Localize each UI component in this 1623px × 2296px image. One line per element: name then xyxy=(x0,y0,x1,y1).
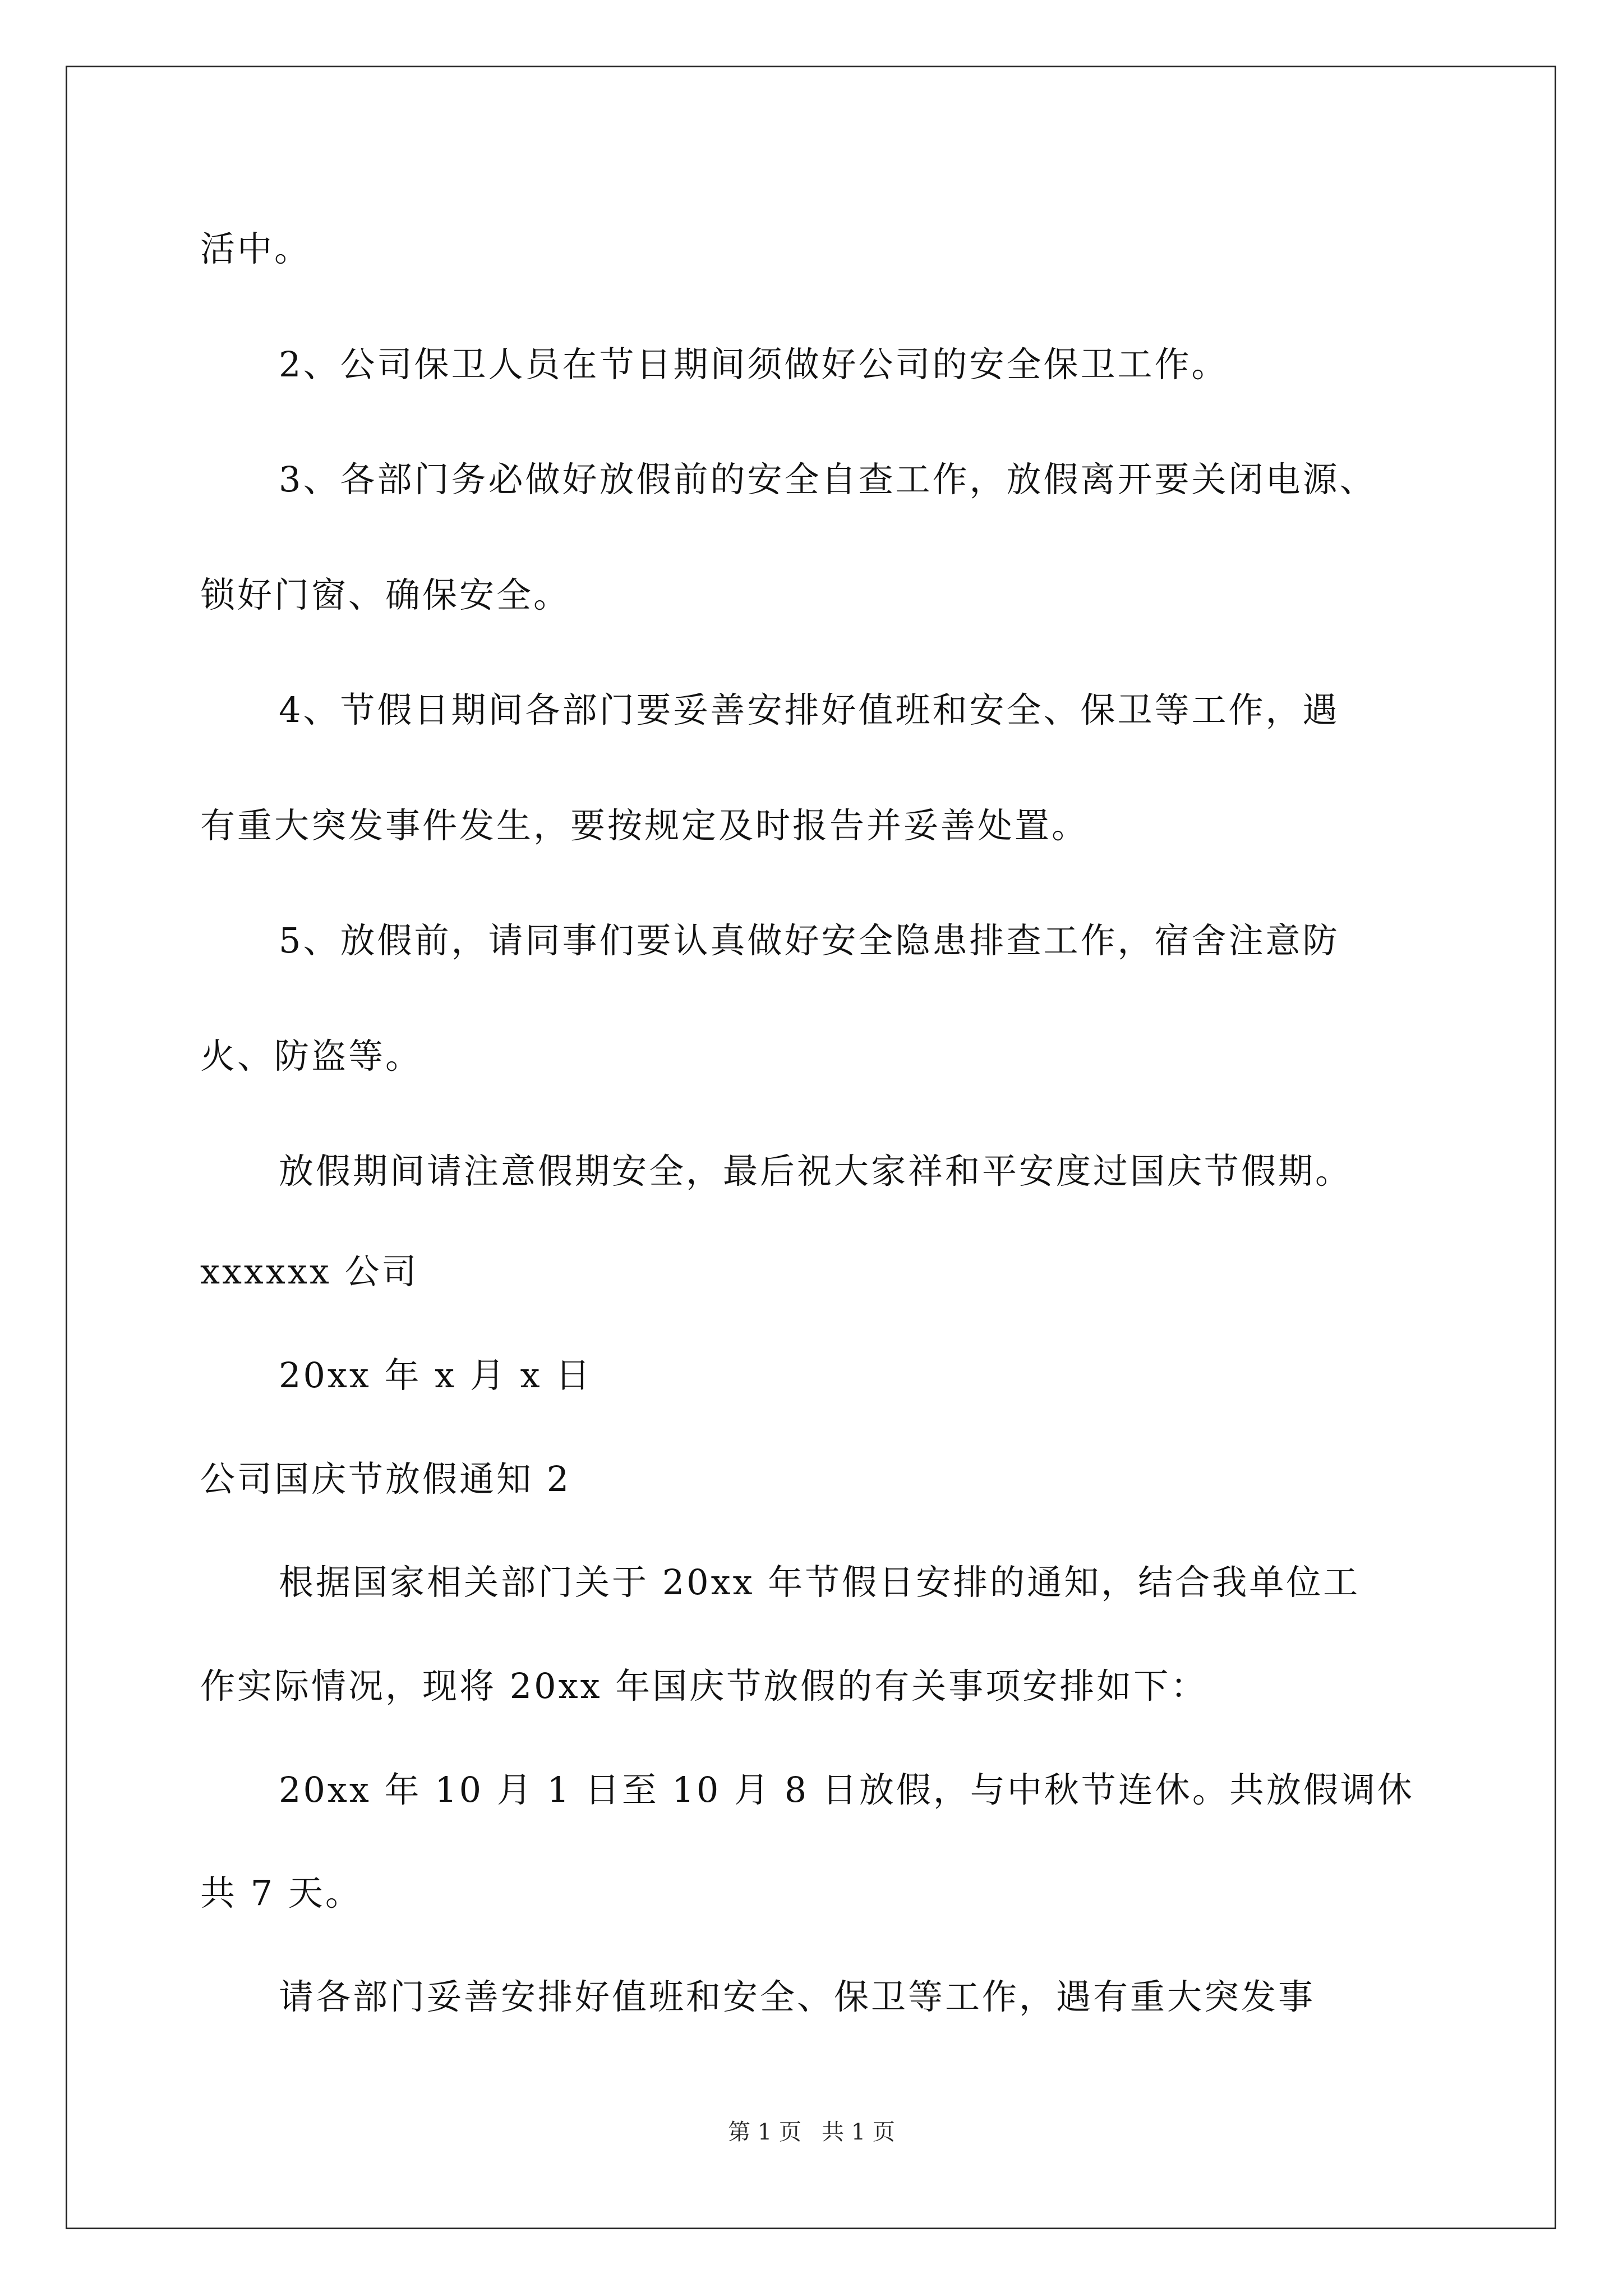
body-line: 20xx 年 10 月 1 日至 10 月 8 日放假，与中秋节连休。共放假调休 xyxy=(279,1769,1414,1810)
body-line: 活中。 xyxy=(200,228,312,269)
body-line: 共 7 天。 xyxy=(200,1872,362,1913)
body-line: 根据国家相关部门关于 20xx 年节假日安排的通知，结合我单位工 xyxy=(279,1562,1361,1603)
body-line: 火、防盗等。 xyxy=(200,1036,423,1076)
body-line: 5、放假前，请同事们要认真做好安全隐患排查工作，宿舍注意防 xyxy=(279,920,1340,961)
page-footer xyxy=(0,2118,1623,2146)
body-line: 作实际情况，现将 20xx 年国庆节放假的有关事项安排如下： xyxy=(200,1665,1208,1706)
body-line: 3、各部门务必做好放假前的安全自查工作，放假离开要关闭电源、 xyxy=(279,459,1377,500)
section-title: 公司国庆节放假通知 2 xyxy=(200,1458,571,1499)
body-line: 放假期间请注意假期安全，最后祝大家祥和平安度过国庆节假期。 xyxy=(279,1151,1353,1191)
signature-company: xxxxxx 公司 xyxy=(200,1251,419,1292)
body-line: 锁好门窗、确保安全。 xyxy=(200,574,571,615)
body-line: 请各部门妥善安排好值班和安全、保卫等工作，遇有重大突发事 xyxy=(279,1976,1316,2017)
page-number: 第 1 页 xyxy=(728,2119,801,2145)
signature-date: 20xx 年 x 月 x 日 xyxy=(279,1355,593,1396)
body-line: 4、节假日期间各部门要妥善安排好值班和安全、保卫等工作，遇 xyxy=(279,689,1340,730)
body-line: 有重大突发事件发生，要按规定及时报告并妥善处置。 xyxy=(200,805,1089,846)
page-total: 共 1 页 xyxy=(822,2119,895,2145)
body-line: 2、公司保卫人员在节日期间须做好公司的安全保卫工作。 xyxy=(279,344,1229,385)
